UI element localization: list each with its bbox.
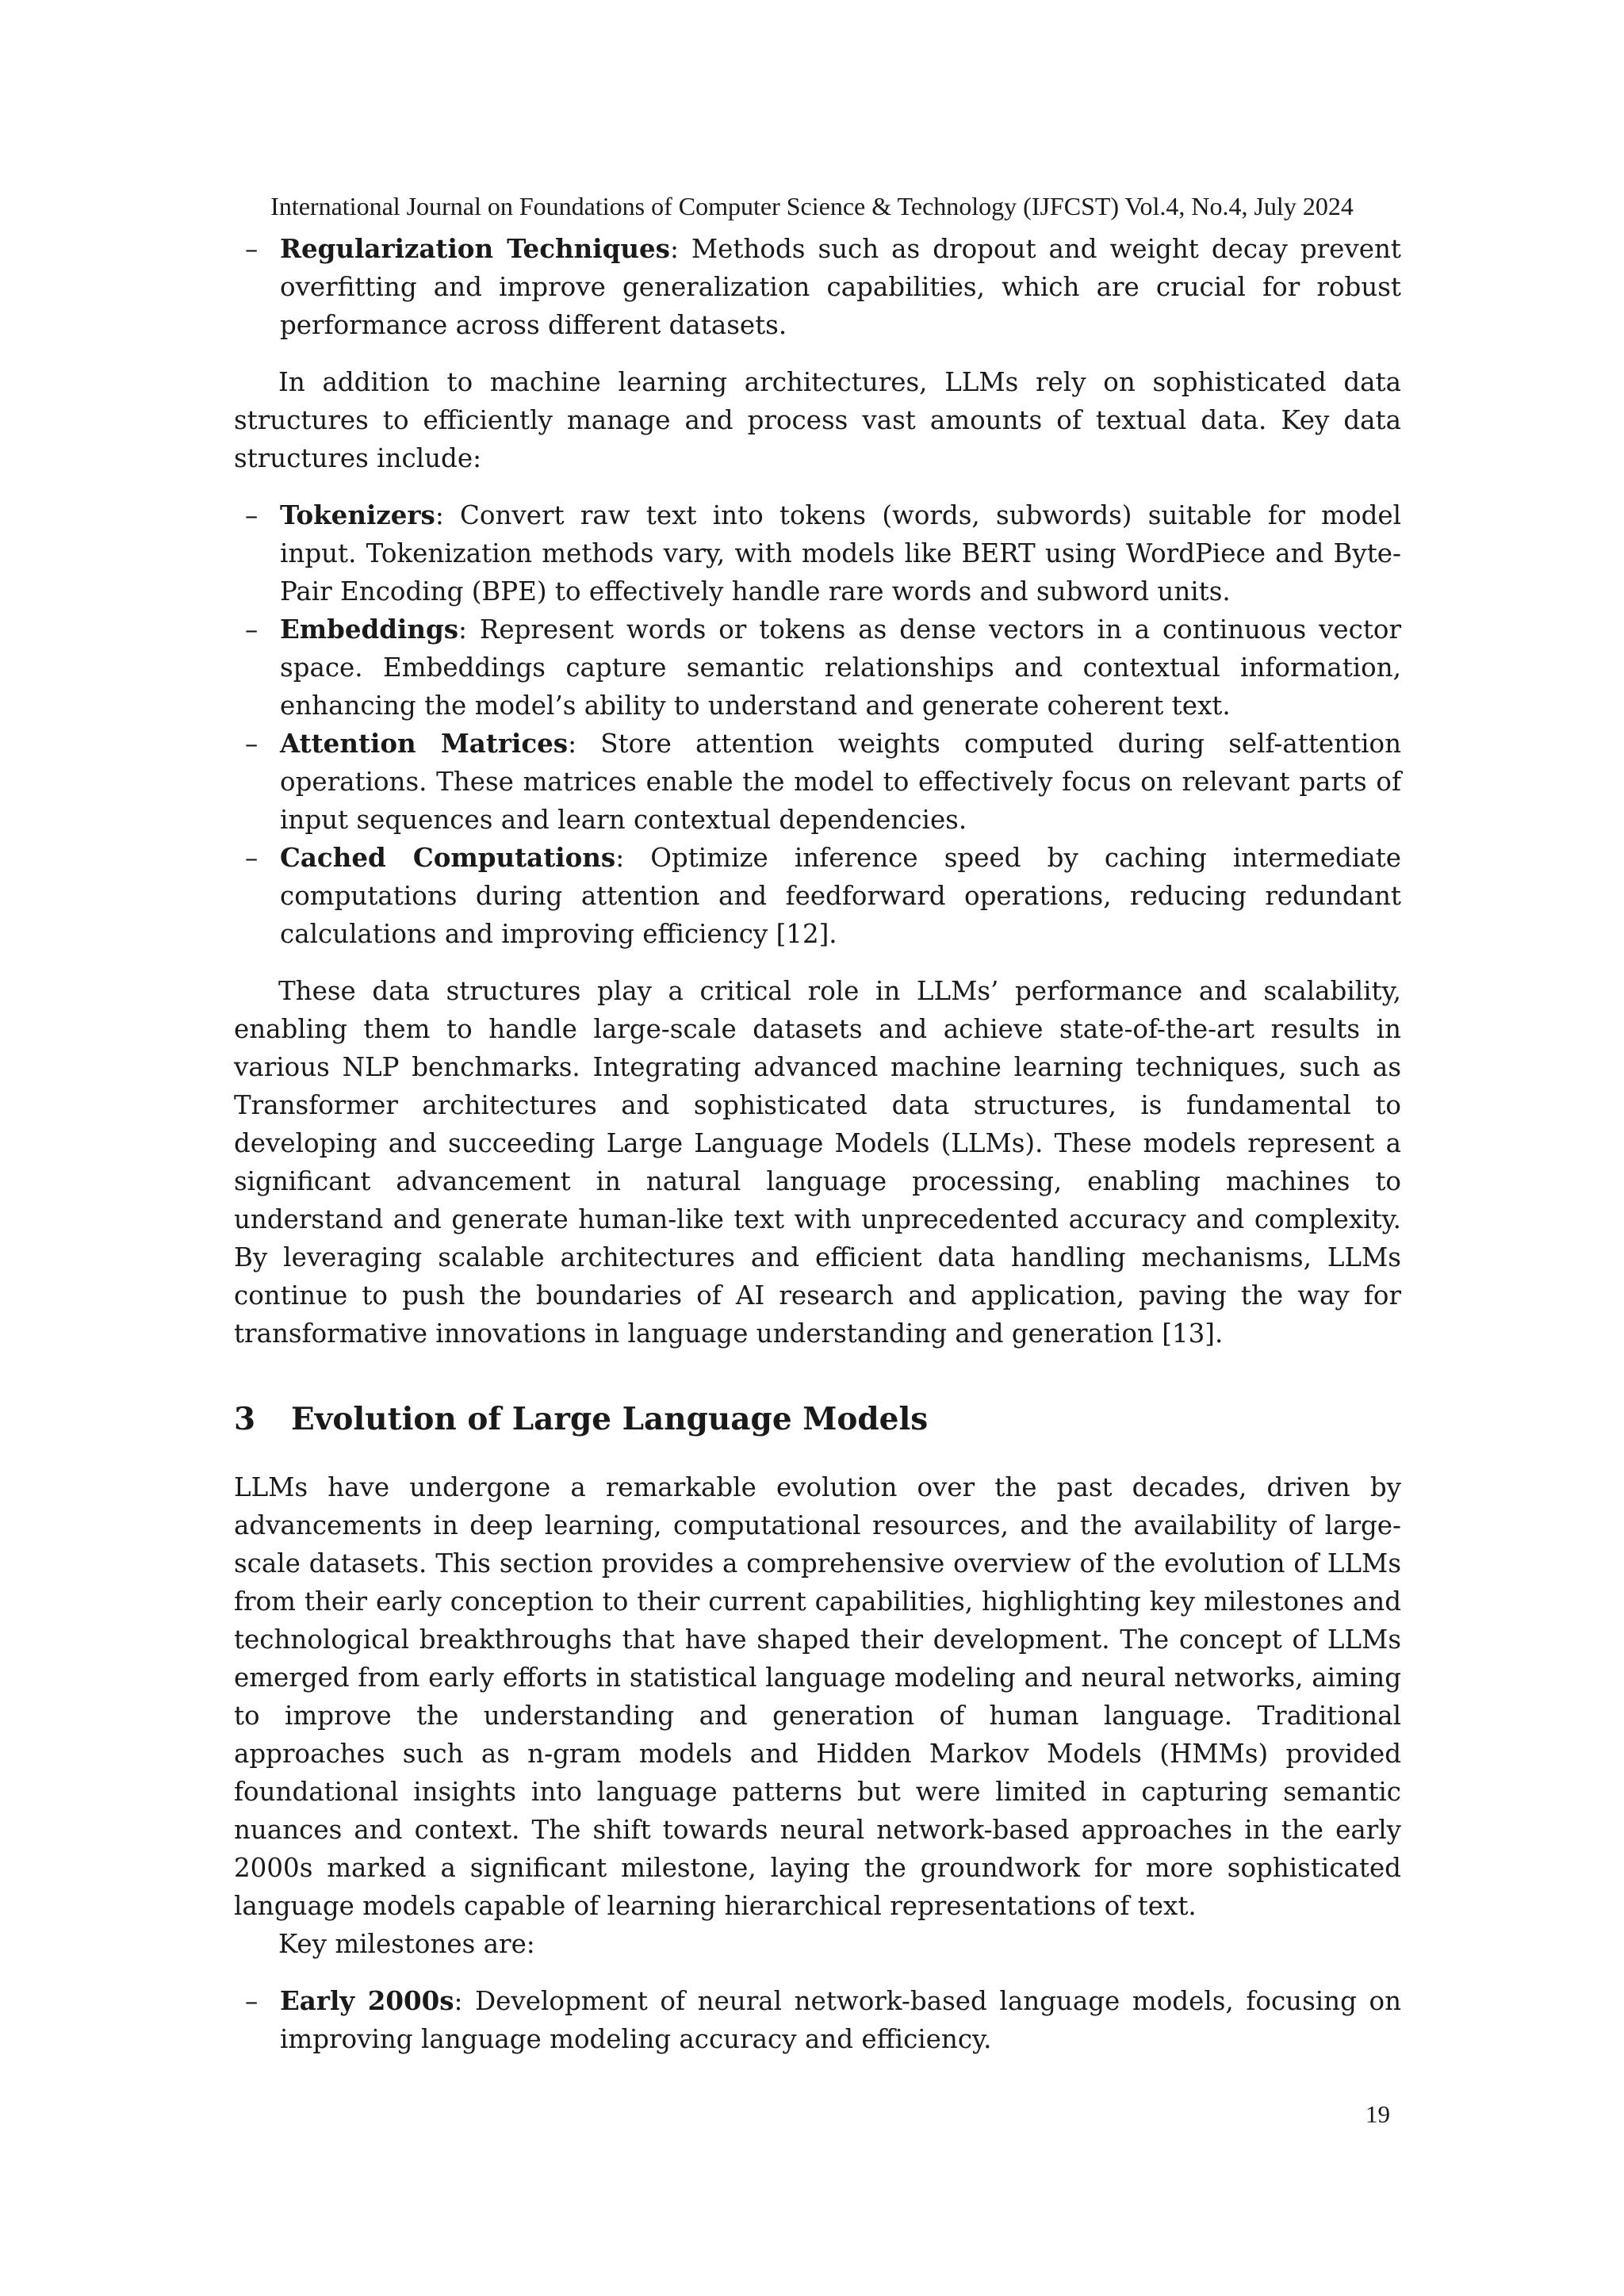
data-structures-list bbox=[234, 496, 1401, 953]
bullet-text: : Methods such as dropout and weight decay prevent overfitting and improve generalization capabilities, which are crucial for robust performance across different datasets. bbox=[280, 234, 1401, 340]
page-body bbox=[234, 230, 1401, 2058]
page-number: 19 bbox=[1365, 2100, 1390, 2128]
section-heading bbox=[234, 1399, 1401, 1440]
bullet-dash: – bbox=[245, 843, 259, 873]
bullet-term: Cached Computations bbox=[280, 842, 616, 873]
list-item bbox=[234, 1982, 1401, 2058]
paragraph-data-structures-role: These data structures play a critical role in LLMs’ performance and scalability, enabling them to handle large-scale datasets and achieve state-of-the-art results in various NLP benchmarks. Integrating advanced machine learning techniques, such as Transformer architectures and sophisticated data structures, is fundamental to developing and succeeding Large Language Models (LLMs). These models represent a significant advancement in natural language processing, enabling machines to understand and generate human-like text with unprecedented accuracy and complexity. By leveraging scalable architectures and efficient data handling mechanisms, LLMs continue to push the boundaries of AI research and application, paving the way for transformative innovations in language understanding and generation [13]. bbox=[234, 976, 1401, 1349]
section-number: 3 bbox=[234, 1401, 256, 1437]
list-item bbox=[234, 496, 1401, 610]
regularization-list bbox=[234, 230, 1401, 344]
bullet-term: Embeddings bbox=[280, 614, 459, 645]
paragraph-data-structures-intro: In addition to machine learning architectures, LLMs rely on sophisticated data structures to efficiently manage and process vast amounts of textual data. Key data structures include: bbox=[234, 367, 1401, 473]
bullet-text: : Optimize inference speed by caching intermediate computations during attention and feedforward operations, reducing redundant calculations and improving efficiency [12]. bbox=[280, 843, 1401, 949]
bullet-term: Tokenizers bbox=[280, 499, 435, 530]
bullet-text: : Represent words or tokens as dense vectors in a continuous vector space. Embeddings capture semantic relationships and contextual information, enhancing the model’s ability to understand and generate coherent text. bbox=[280, 614, 1401, 721]
bullet-term: Early 2000s bbox=[280, 1985, 454, 2016]
section-title: Evolution of Large Language Models bbox=[291, 1401, 929, 1437]
bullet-text: : Convert raw text into tokens (words, subwords) suitable for model input. Tokenization methods vary, with models like BERT using WordPiece and Byte-Pair Encoding (BPE) to effectively handle rare words and subword units. bbox=[280, 500, 1401, 607]
running-header: International Journal on Foundations of Computer Science & Technology (IJFCST) Vol.4, No.4, July 2024 bbox=[270, 192, 1354, 220]
list-item bbox=[234, 725, 1401, 839]
list-item bbox=[234, 610, 1401, 725]
bullet-term: Regularization Techniques bbox=[280, 233, 670, 264]
bullet-dash: – bbox=[245, 234, 259, 264]
list-item bbox=[234, 230, 1401, 344]
paragraph-milestones-intro: Key milestones are: bbox=[278, 1929, 535, 1959]
paragraph-evolution-overview: LLMs have undergone a remarkable evolution over the past decades, driven by advancements in deep learning, computational resources, and the availability of large-scale datasets. This section provides a comprehensive overview of the evolution of LLMs from their early conception to their current capabilities, highlighting key milestones and technological breakthroughs that have shaped their development. The concept of LLMs emerged from early efforts in statistical language modeling and neural networks, aiming to improve the understanding and generation of human language. Traditional approaches such as n-gram models and Hidden Markov Models (HMMs) provided foundational insights into language patterns but were limited in capturing semantic nuances and context. The shift towards neural network-based approaches in the early 2000s marked a significant milestone, laying the groundwork for more sophisticated language models capable of learning hierarchical representations of text. bbox=[234, 1472, 1401, 1921]
bullet-dash: – bbox=[245, 1986, 259, 2016]
bullet-text: : Store attention weights computed during self-attention operations. These matrices enable the model to effectively focus on relevant parts of input sequences and learn contextual dependencies. bbox=[280, 729, 1402, 835]
bullet-dash: – bbox=[245, 500, 259, 530]
list-item bbox=[234, 839, 1401, 953]
milestones-list bbox=[234, 1982, 1401, 2058]
bullet-term: Attention Matrices bbox=[280, 728, 569, 759]
bullet-dash: – bbox=[245, 614, 259, 645]
bullet-dash: – bbox=[245, 729, 259, 759]
bullet-text: : Development of neural network-based language models, focusing on improving language modeling accuracy and efficiency. bbox=[280, 1986, 1401, 2054]
